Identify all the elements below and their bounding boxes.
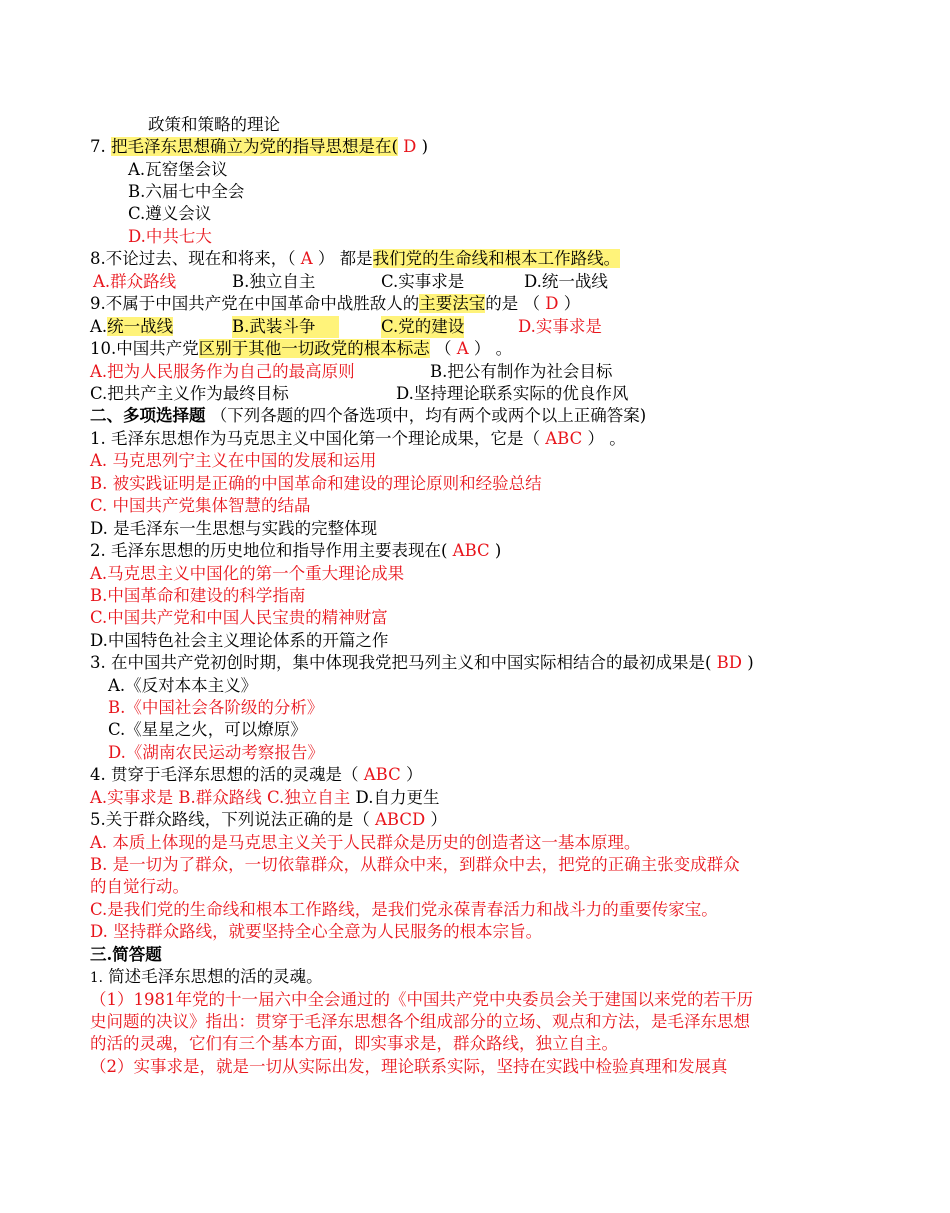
- mc-question-5: 5.关于群众路线，下列说法正确的是（ ABCD ）: [90, 810, 447, 829]
- q9-option-b: B.武装斗争: [232, 316, 339, 338]
- mc3-option-c: C.《星星之火，可以燎原》: [108, 720, 307, 739]
- highlighted-text: 我们党的生命线和根本工作路线。: [372, 249, 621, 268]
- question-7: 7. 把毛泽东思想确立为党的指导思想是在( D ): [90, 137, 429, 156]
- answer-text: D: [397, 137, 422, 156]
- mc3-option-d: D.《湖南农民运动考察报告》: [108, 743, 324, 762]
- mc2-option-d: D.中国特色社会主义理论体系的开篇之作: [90, 631, 389, 650]
- mc5-option-b: B. 是一切为了群众，一切依靠群众，从群众中来，到群众中去，把党的正确主张变成群众: [90, 855, 740, 874]
- sa1-answer-line-2: 史问题的决议》指出：贯穿于毛泽东思想各个组成部分的立场、观点和方法，是毛泽东思想: [90, 1012, 750, 1031]
- mc5-option-d: D. 坚持群众路线，就要坚持全心全意为人民服务的根本宗旨。: [90, 922, 543, 941]
- q9-option-d: D.实事求是: [518, 317, 602, 336]
- mc5-option-c: C.是我们党的生命线和根本工作路线，是我们党永葆青春活力和战斗力的重要传家宝。: [90, 900, 718, 919]
- question-8: 8.不论过去、现在和将来，（ A ） 都是我们党的生命线和根本工作路线。: [90, 249, 621, 268]
- q8-option-c: C.实事求是: [381, 272, 465, 291]
- q10-option-d: D.坚持理论联系实际的优良作风: [396, 384, 629, 403]
- line-policy-theory: 政策和策略的理论: [148, 115, 280, 134]
- mc2-option-b: B.中国革命和建设的科学指南: [90, 586, 306, 605]
- q10-option-a: A.把为人民服务作为自己的最高原则: [90, 362, 355, 381]
- mc1-option-d: D. 是毛泽东一生思想与实践的完整体现: [90, 519, 378, 538]
- section-short-answer-heading: 三.简答题: [90, 945, 162, 964]
- mc4-options: A.实事求是 B.群众路线 C.独立自主 D.自力更生: [90, 788, 440, 807]
- mc5-option-b-continued: 的自觉行动。: [90, 877, 189, 896]
- mc3-option-a: A.《反对本本主义》: [108, 676, 258, 695]
- mc3-option-b: B.《中国社会各阶级的分析》: [108, 698, 324, 717]
- q8-option-d: D.统一战线: [524, 272, 608, 291]
- answer-text: A: [456, 339, 469, 358]
- mc-question-4: 4. 贯穿于毛泽东思想的活的灵魂是（ ABC ）: [90, 765, 423, 784]
- q10-option-c: C.把共产主义作为最终目标: [90, 384, 289, 403]
- q7-option-b: B.六届七中全会: [128, 182, 245, 201]
- answer-text: ABCD: [375, 810, 431, 829]
- mc-question-1: 1. 毛泽东思想作为马克思主义中国化第一个理论成果，它是（ ABC ） 。: [90, 429, 626, 448]
- mc1-option-c: C. 中国共产党集体智慧的结晶: [90, 496, 311, 515]
- sa1-answer-line-1: （1）1981年党的十一届六中全会通过的《中国共产党中央委员会关于建国以来党的若干历: [90, 990, 753, 1009]
- answer-text: ABC: [540, 429, 588, 448]
- question-10: 10.中国共产党区别于其他一切政党的根本标志 （ A ） 。: [90, 339, 513, 358]
- q7-option-a: A.瓦窑堡会议: [128, 160, 228, 179]
- q8-option-a: A.群众路线: [93, 272, 177, 291]
- section-multiple-choice-heading: 二、多项选择题 （下列各题的四个备选项中，均有两个或两个以上正确答案): [90, 406, 647, 425]
- mc5-option-a: A. 本质上体现的是马克思主义关于人民群众是历史的创造者这一基本原理。: [90, 833, 641, 852]
- q9-option-a: A.统一战线: [90, 317, 174, 336]
- q7-option-c: C.遵义会议: [128, 204, 212, 223]
- sa1-answer-line-4: （2）实事求是，就是一切从实际出发，理论联系实际，坚持在实践中检验真理和发展真: [90, 1057, 728, 1076]
- q8-option-b: B.独立自主: [232, 272, 316, 291]
- mc2-option-a: A.马克思主义中国化的第一个重大理论成果: [90, 564, 405, 583]
- mc1-option-b: B. 被实践证明是正确的中国革命和建设的理论原则和经验总结: [90, 474, 542, 493]
- mc2-option-c: C.中国共产党和中国人民宝贵的精神财富: [90, 608, 388, 627]
- highlighted-text: 把毛泽东思想确立为党的指导思想是在(: [111, 137, 398, 156]
- sa1-answer-line-3: 的活的灵魂，它们有三个基本方面，即实事求是，群众路线，独立自主。: [90, 1034, 618, 1053]
- answer-text: ABC: [447, 541, 495, 560]
- mc1-option-a: A. 马克思列宁主义在中国的发展和运用: [90, 451, 377, 470]
- mc-question-3: 3. 在中国共产党初创时期，集中体现我党把马列主义和中国实际相结合的最初成果是( BD ): [90, 653, 754, 672]
- answer-text: D: [545, 294, 559, 313]
- sa-question-1: 1. 简述毛泽东思想的活的灵魂。: [90, 967, 323, 986]
- question-9: 9.不属于中国共产党在中国革命中战胜敌人的主要法宝的是 （ D ）: [90, 294, 581, 313]
- q10-option-b: B.把公有制作为社会目标: [430, 362, 613, 381]
- answer-text: A: [295, 249, 318, 268]
- answer-text: BD: [711, 653, 748, 672]
- highlighted-text: 区别于其他一切政党的根本标志: [198, 339, 430, 358]
- highlighted-text: 主要法宝: [419, 294, 486, 313]
- q7-option-d: D.中共七大: [128, 227, 212, 246]
- q9-option-c: C.党的建设: [381, 317, 465, 336]
- answer-text: ABC: [358, 765, 406, 784]
- mc-question-2: 2. 毛泽东思想的历史地位和指导作用主要表现在( ABC ): [90, 541, 502, 560]
